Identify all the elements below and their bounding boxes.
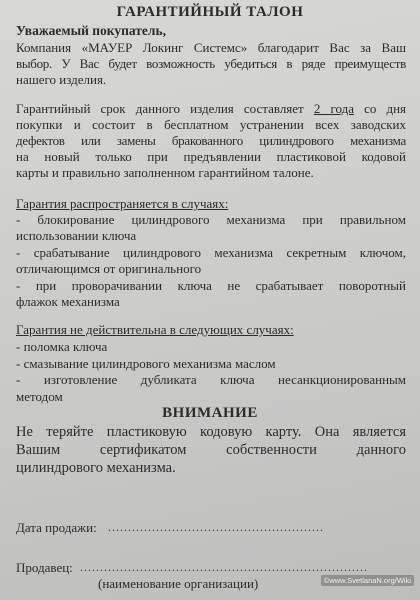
warranty-period-line-3: дефектов или замены бракованного цилиндрового механизма <box>16 133 406 148</box>
warranty-period-line-2: покупки и состоит в бесплатном устранении всех заводских <box>16 117 406 132</box>
attention-line-1: Не теряйте пластиковую кодовую карту. Она является <box>16 424 406 440</box>
attention-line-3: цилиндрового механизма. <box>16 460 176 476</box>
attention-heading: ВНИМАНИЕ <box>162 405 258 421</box>
seller-caption: (наименование организации) <box>98 576 259 591</box>
covered-line-4: отличающимся от оригинального <box>16 261 202 276</box>
sale-date-field[interactable]: ...................................................... <box>108 520 324 534</box>
warranty-period-line-1 <box>16 101 406 117</box>
covered-line-2: использовании ключа <box>16 228 137 243</box>
not-covered-heading: Гарантия не действительна в следующих случаях: <box>16 322 294 337</box>
intro-line-1: Компания «МАУЕР Локинг Системс» благодарит Вас за Ваш <box>16 40 406 55</box>
not-covered-line-2: - смазывание цилиндрового механизма маслом <box>16 356 276 371</box>
warranty-period-line-5: карты и правильно заполненном гарантийном талоне. <box>16 165 314 180</box>
document-title: ГАРАНТИЙНЫЙ ТАЛОН <box>116 4 304 20</box>
covered-heading: Гарантия распространяется в случаях: <box>16 196 229 211</box>
not-covered-line-3: - изготовление дубликата ключа несанкционированным <box>16 372 406 387</box>
covered-line-1: - блокирование цилиндрового механизма при правильном <box>16 212 406 227</box>
intro-line-2: выбор. У Вас будет возможность убедиться в ряде преимуществ <box>16 56 406 71</box>
greeting: Уважаемый покупатель, <box>16 23 167 38</box>
warranty-period-line-4: на новый только при предъявлении пластиковой кодовой <box>16 149 406 164</box>
seller-label: Продавец: <box>16 560 73 575</box>
not-covered-line-4: методом <box>16 389 63 404</box>
warranty-period-value: 2 года <box>313 101 354 116</box>
sale-date-label: Дата продажи: <box>16 520 97 535</box>
covered-line-6: флажок механизма <box>16 294 120 309</box>
attention-line-2: Вашим сертификатом собственности данного <box>16 442 406 458</box>
covered-line-3: - срабатывание цилиндрового механизма секретным ключом, <box>16 245 406 260</box>
warranty-period-text: Гарантийный срок данного изделия составляет <box>16 101 304 116</box>
covered-line-5: - при проворачивании ключа не срабатывает поворотный <box>16 278 406 293</box>
warranty-period-text-after: со дня <box>364 101 407 116</box>
seller-field[interactable]: ........................................................................ <box>80 560 368 574</box>
watermark: ©www.SvetlanaN.org/Wiki <box>321 575 414 586</box>
intro-line-3: нашего изделия. <box>16 72 107 87</box>
not-covered-line-1: - поломка ключа <box>16 339 108 354</box>
